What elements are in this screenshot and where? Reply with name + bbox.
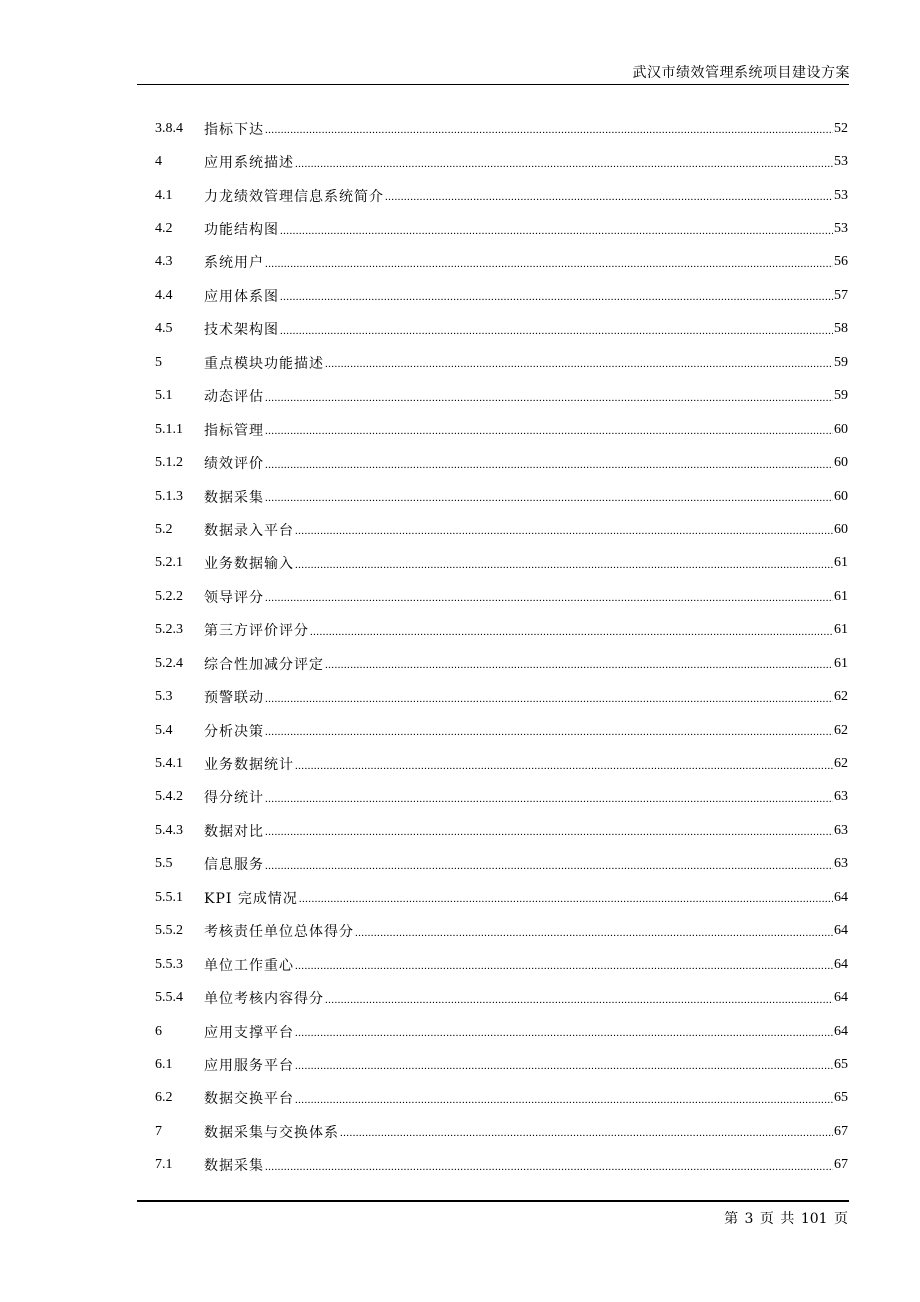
toc-dot-leader bbox=[295, 1028, 833, 1039]
toc-entry-title: 重点模块功能描述 bbox=[204, 355, 324, 372]
toc-entry[interactable] bbox=[155, 814, 848, 847]
toc-entry[interactable] bbox=[155, 680, 848, 713]
header-title: 武汉市绩效管理系统项目建设方案 bbox=[632, 65, 850, 81]
toc-entry-page: 63 bbox=[834, 789, 848, 805]
toc-dot-leader bbox=[325, 660, 833, 671]
toc-entry-page: 67 bbox=[834, 1157, 848, 1173]
toc-entry-number: 4.2 bbox=[155, 221, 173, 237]
toc-entry-number: 5.4.2 bbox=[155, 789, 183, 805]
toc-entry-number: 5.1.3 bbox=[155, 488, 183, 504]
toc-dot-leader bbox=[295, 1061, 833, 1072]
toc-entry-title: 应用体系图 bbox=[204, 288, 279, 305]
toc-entry[interactable] bbox=[155, 446, 848, 479]
footer-rule bbox=[137, 1200, 849, 1202]
toc-entry-page: 64 bbox=[834, 990, 848, 1006]
toc-entry-title: 综合性加减分评定 bbox=[204, 656, 324, 673]
toc-entry[interactable] bbox=[155, 112, 848, 145]
toc-entry-page: 53 bbox=[834, 187, 848, 203]
toc-entry-title: 数据采集与交换体系 bbox=[204, 1124, 339, 1141]
toc-entry[interactable] bbox=[155, 480, 848, 513]
toc-entry-number: 5.5 bbox=[155, 856, 173, 872]
toc-entry-page: 56 bbox=[834, 254, 848, 270]
toc-entry-number: 5.4.3 bbox=[155, 822, 183, 838]
toc-entry-page: 57 bbox=[834, 287, 848, 303]
toc-entry[interactable] bbox=[155, 714, 848, 747]
toc-entry-page: 59 bbox=[834, 388, 848, 404]
toc-entry-title: 力龙绩效管理信息系统简介 bbox=[204, 188, 384, 205]
toc-entry-number: 5.5.1 bbox=[155, 889, 183, 905]
toc-entry-title: 业务数据输入 bbox=[204, 556, 294, 573]
toc-dot-leader bbox=[265, 493, 833, 504]
toc-entry[interactable] bbox=[155, 580, 848, 613]
toc-entry-page: 61 bbox=[834, 655, 848, 671]
toc-entry-number: 3.8.4 bbox=[155, 120, 183, 136]
toc-entry-title: 数据采集 bbox=[204, 1158, 264, 1175]
toc-dot-leader bbox=[295, 159, 833, 170]
toc-entry-page: 64 bbox=[834, 956, 848, 972]
toc-entry[interactable] bbox=[155, 915, 848, 948]
toc-dot-leader bbox=[280, 292, 833, 303]
toc-entry[interactable] bbox=[155, 246, 848, 279]
toc-entry-number: 5.2.2 bbox=[155, 588, 183, 604]
toc-dot-leader bbox=[265, 460, 833, 471]
toc-entry-title: 得分统计 bbox=[204, 790, 264, 807]
toc-dot-leader bbox=[355, 928, 833, 939]
toc-dot-leader bbox=[280, 326, 833, 337]
toc-dot-leader bbox=[265, 694, 833, 705]
toc-entry-page: 52 bbox=[834, 120, 848, 136]
toc-entry-number: 5.1.1 bbox=[155, 421, 183, 437]
toc-entry-number: 4.5 bbox=[155, 321, 173, 337]
toc-entry-page: 63 bbox=[834, 856, 848, 872]
toc-entry-title: 预警联动 bbox=[204, 690, 264, 707]
toc-dot-leader bbox=[325, 359, 833, 370]
toc-entry[interactable] bbox=[155, 179, 848, 212]
toc-entry-number: 5.4 bbox=[155, 722, 173, 738]
toc-entry[interactable] bbox=[155, 1115, 848, 1148]
toc-entry-title: 绩效评价 bbox=[204, 456, 264, 473]
toc-entry-number: 5.3 bbox=[155, 689, 173, 705]
toc-entry-title: 指标下达 bbox=[204, 121, 264, 138]
toc-entry-title: 数据采集 bbox=[204, 489, 264, 506]
toc-dot-leader bbox=[280, 226, 833, 237]
toc-entry-title: 系统用户 bbox=[204, 255, 264, 272]
toc-entry-page: 59 bbox=[834, 354, 848, 370]
toc-entry-title: 业务数据统计 bbox=[204, 757, 294, 774]
toc-entry-title: 技术架构图 bbox=[204, 322, 279, 339]
toc-entry-title: 数据录入平台 bbox=[204, 522, 294, 539]
toc-entry-title: 指标管理 bbox=[204, 422, 264, 439]
toc-entry-page: 60 bbox=[834, 455, 848, 471]
toc-entry-page: 65 bbox=[834, 1090, 848, 1106]
toc-dot-leader bbox=[340, 1128, 833, 1139]
toc-entry[interactable] bbox=[155, 380, 848, 413]
toc-dot-leader bbox=[265, 861, 833, 872]
toc-entry-number: 7 bbox=[155, 1123, 162, 1139]
table-of-contents bbox=[155, 112, 848, 1182]
toc-dot-leader bbox=[310, 627, 833, 638]
toc-entry-number: 5.2.1 bbox=[155, 555, 183, 571]
toc-entry-title: 单位工作重心 bbox=[204, 957, 294, 974]
toc-entry-title: 应用支撑平台 bbox=[204, 1024, 294, 1041]
toc-dot-leader bbox=[265, 426, 833, 437]
toc-entry-page: 61 bbox=[834, 588, 848, 604]
toc-entry-title: 领导评分 bbox=[204, 589, 264, 606]
toc-entry[interactable] bbox=[155, 614, 848, 647]
toc-entry[interactable] bbox=[155, 513, 848, 546]
toc-entry-number: 5 bbox=[155, 354, 162, 370]
toc-entry-number: 5.5.2 bbox=[155, 923, 183, 939]
toc-entry-page: 62 bbox=[834, 689, 848, 705]
toc-entry-title: KPI 完成情况 bbox=[204, 890, 298, 907]
toc-entry-title: 单位考核内容得分 bbox=[204, 991, 324, 1008]
toc-entry-title: 第三方评价评分 bbox=[204, 623, 309, 640]
toc-entry[interactable] bbox=[155, 1015, 848, 1048]
toc-entry-number: 6 bbox=[155, 1023, 162, 1039]
toc-entry-page: 62 bbox=[834, 722, 848, 738]
toc-entry[interactable] bbox=[155, 1149, 848, 1182]
toc-entry-page: 62 bbox=[834, 756, 848, 772]
toc-entry-title: 数据交换平台 bbox=[204, 1091, 294, 1108]
toc-dot-leader bbox=[325, 995, 833, 1006]
toc-dot-leader bbox=[265, 1162, 833, 1173]
toc-entry-page: 64 bbox=[834, 889, 848, 905]
toc-entry-title: 分析决策 bbox=[204, 723, 264, 740]
toc-entry-number: 5.2.3 bbox=[155, 622, 183, 638]
toc-entry-page: 63 bbox=[834, 822, 848, 838]
toc-dot-leader bbox=[295, 761, 833, 772]
toc-entry-number: 7.1 bbox=[155, 1157, 173, 1173]
toc-entry-title: 应用服务平台 bbox=[204, 1057, 294, 1074]
toc-entry[interactable] bbox=[155, 413, 848, 446]
toc-entry[interactable] bbox=[155, 145, 848, 178]
toc-entry-page: 65 bbox=[834, 1056, 848, 1072]
toc-entry[interactable] bbox=[155, 881, 848, 914]
toc-entry[interactable] bbox=[155, 747, 848, 780]
toc-entry-page: 58 bbox=[834, 321, 848, 337]
toc-entry-number: 4 bbox=[155, 154, 162, 170]
toc-entry[interactable] bbox=[155, 212, 848, 245]
toc-entry[interactable] bbox=[155, 647, 848, 680]
toc-entry[interactable] bbox=[155, 1082, 848, 1115]
toc-entry-title: 信息服务 bbox=[204, 857, 264, 874]
toc-entry[interactable] bbox=[155, 279, 848, 312]
toc-dot-leader bbox=[385, 192, 833, 203]
toc-entry-page: 61 bbox=[834, 622, 848, 638]
toc-entry-title: 功能结构图 bbox=[204, 222, 279, 239]
toc-dot-leader bbox=[265, 259, 833, 270]
toc-entry[interactable] bbox=[155, 848, 848, 881]
toc-entry-number: 6.2 bbox=[155, 1090, 173, 1106]
toc-entry-title: 数据对比 bbox=[204, 823, 264, 840]
toc-entry[interactable] bbox=[155, 1048, 848, 1081]
toc-entry-page: 53 bbox=[834, 221, 848, 237]
toc-entry-page: 64 bbox=[834, 923, 848, 939]
toc-entry-number: 5.2 bbox=[155, 521, 173, 537]
toc-entry[interactable] bbox=[155, 313, 848, 346]
toc-dot-leader bbox=[265, 827, 833, 838]
toc-dot-leader bbox=[265, 125, 833, 136]
toc-dot-leader bbox=[295, 560, 833, 571]
toc-entry[interactable] bbox=[155, 981, 848, 1014]
toc-entry-number: 5.5.3 bbox=[155, 956, 183, 972]
toc-entry-number: 5.2.4 bbox=[155, 655, 183, 671]
toc-entry-number: 5.1.2 bbox=[155, 455, 183, 471]
toc-entry[interactable] bbox=[155, 781, 848, 814]
toc-dot-leader bbox=[299, 894, 833, 905]
toc-dot-leader bbox=[265, 593, 833, 604]
toc-entry-number: 5.5.4 bbox=[155, 990, 183, 1006]
toc-entry-page: 60 bbox=[834, 488, 848, 504]
toc-dot-leader bbox=[295, 526, 833, 537]
toc-entry-page: 60 bbox=[834, 521, 848, 537]
toc-entry[interactable] bbox=[155, 547, 848, 580]
toc-entry-number: 4.1 bbox=[155, 187, 173, 203]
toc-entry-page: 61 bbox=[834, 555, 848, 571]
toc-dot-leader bbox=[295, 961, 833, 972]
toc-entry-number: 5.4.1 bbox=[155, 756, 183, 772]
toc-dot-leader bbox=[265, 727, 833, 738]
header-rule bbox=[137, 84, 849, 85]
toc-dot-leader bbox=[295, 1095, 833, 1106]
toc-entry-number: 4.3 bbox=[155, 254, 173, 270]
toc-entry-page: 60 bbox=[834, 421, 848, 437]
toc-entry[interactable] bbox=[155, 346, 848, 379]
toc-entry-title: 应用系统描述 bbox=[204, 155, 294, 172]
toc-entry-title: 动态评估 bbox=[204, 389, 264, 406]
page-number-footer: 第 3 页 共 101 页 bbox=[724, 1211, 848, 1227]
toc-dot-leader bbox=[265, 794, 833, 805]
toc-entry-page: 53 bbox=[834, 154, 848, 170]
toc-entry-page: 67 bbox=[834, 1123, 848, 1139]
toc-dot-leader bbox=[265, 393, 833, 404]
toc-entry[interactable] bbox=[155, 948, 848, 981]
toc-entry-number: 6.1 bbox=[155, 1056, 173, 1072]
toc-entry-number: 4.4 bbox=[155, 287, 173, 303]
toc-entry-number: 5.1 bbox=[155, 388, 173, 404]
toc-entry-page: 64 bbox=[834, 1023, 848, 1039]
toc-entry-title: 考核责任单位总体得分 bbox=[204, 924, 354, 941]
